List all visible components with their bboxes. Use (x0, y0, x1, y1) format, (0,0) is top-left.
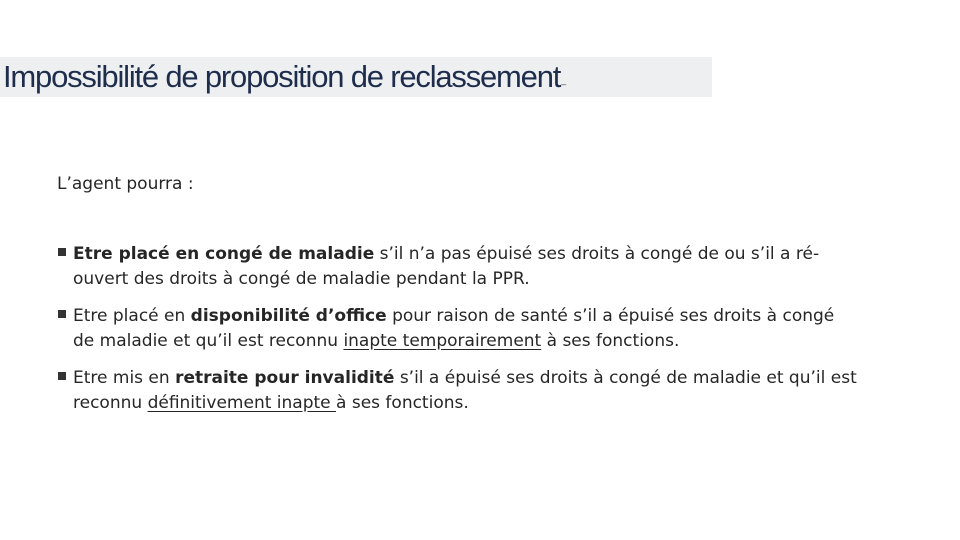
bullet-item-retraite (57, 366, 857, 416)
bullet-item-conge-maladie (57, 242, 857, 292)
title-dash-mark: – (561, 79, 565, 89)
bullet-3-text-a: Etre mis en (73, 368, 176, 388)
bullet-3-bold: retraite pour invalidité (175, 368, 395, 388)
bullet-2-underline: inapte temporairement (343, 331, 542, 351)
slide-title (3, 58, 565, 96)
bullet-1-bold: Etre placé en congé de maladie (73, 244, 375, 264)
square-bullet-icon (58, 372, 66, 380)
bullet-2-bold: disponibilité d’office (190, 306, 387, 326)
bullet-2-text-a: Etre placé en (73, 306, 191, 326)
bullet-1-text: s’il n’a pas épuisé ses droits à congé de ou s’il a ré-ouvert des droits à congé de maladie pendant la PPR. (73, 244, 820, 289)
bullet-3-text-c: à ses fonctions. (336, 393, 469, 413)
bullet-2-text-c: à ses fonctions. (541, 331, 680, 351)
bullet-2-text-b: pour raison de santé s’il a épuisé ses droits à congé de maladie et qu’il est reconnu (73, 306, 835, 351)
bullet-3-underline: définitivement inapte (147, 393, 337, 413)
bullet-item-disponibilite (57, 304, 857, 354)
intro-text: L’agent pourra : (57, 174, 194, 194)
square-bullet-icon (58, 310, 66, 318)
bullet-list (57, 242, 857, 428)
bullet-3-text-b: s’il a épuisé ses droits à congé de maladie et qu’il est reconnu (73, 368, 857, 413)
slide-title-text: Impossibilité de proposition de reclassement (3, 59, 561, 94)
square-bullet-icon (58, 248, 66, 256)
